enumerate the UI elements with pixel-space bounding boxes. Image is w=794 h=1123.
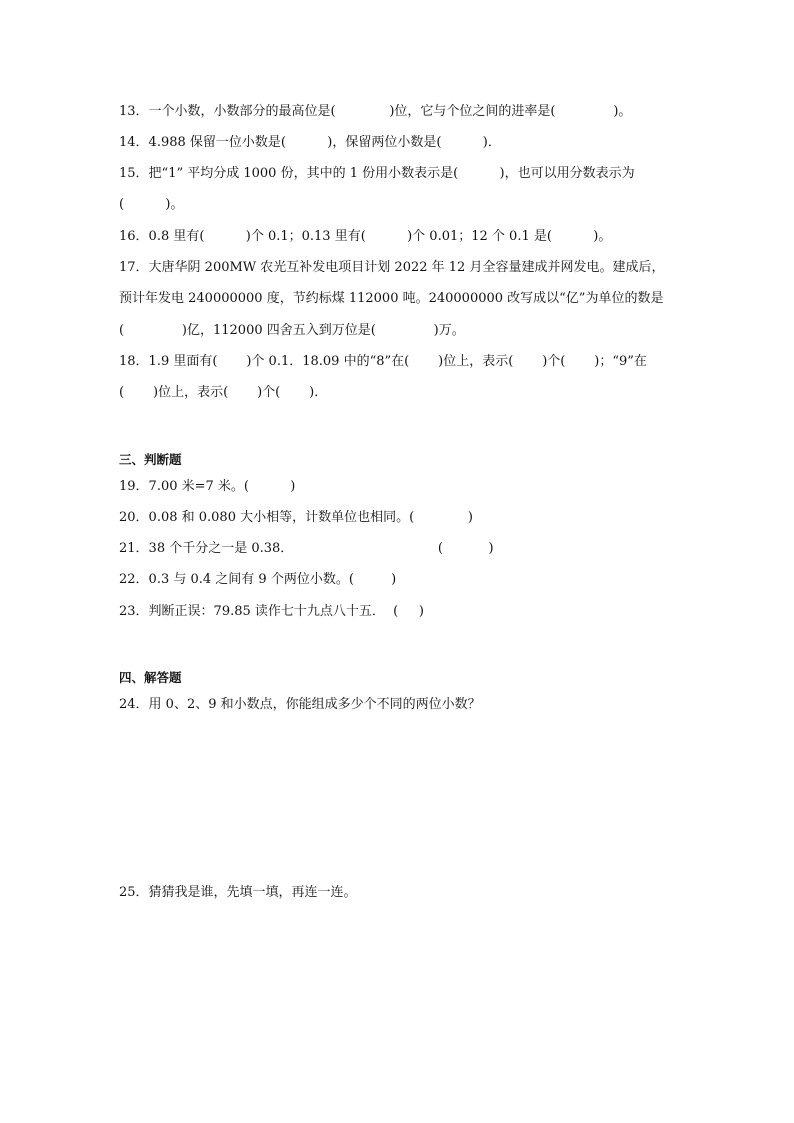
question-17-line-1: 17．大唐华阴 200MW 农光互补发电项目计划 2022 年 12 月全容量建成并网发电。建成后， (119, 260, 665, 275)
question-18-line-2: ( )位上，表示( )个( )． (119, 385, 328, 400)
question-18-line-1: 18．1.9 里面有( )个 0.1．18.09 中的“8”在( )位上，表示( )个( )；“9”在 (119, 354, 647, 369)
question-14: 14．4.988 保留一位小数是( )，保留两位小数是( )． (119, 135, 501, 150)
question-21: 21．38 个千分之一是 0.38． ( ) (119, 541, 494, 556)
question-15-line-1: 15．把“1” 平均分成 1000 份，其中的 1 份用小数表示是( )，也可以用分数表示为 (119, 166, 635, 181)
section-heading-judgment: 三、判断题 (119, 452, 182, 467)
question-17-line-3: ( )亿，112000 四舍五入到万位是( )万。 (119, 323, 465, 338)
question-25: 25．猜猜我是谁，先填一填，再连一连。 (119, 885, 357, 900)
question-24: 24．用 0、2、9 和小数点，你能组成多少个不同的两位小数？ (119, 697, 481, 712)
question-13: 13．一个小数，小数部分的最高位是( )位，它与个位之间的进率是( )。 (119, 104, 632, 119)
question-22: 22．0.3 与 0.4 之间有 9 个两位小数。( ) (119, 572, 397, 587)
question-17-line-2: 预计年发电 240000000 度，节约标煤 112000 吨。240000000 改写成以“亿”为单位的数是 (119, 291, 664, 306)
question-16: 16．0.8 里有( )个 0.1；0.13 里有( )个 0.01；12 个 0.1 是( )。 (119, 229, 612, 244)
question-19: 19．7.00 米=7 米。( ) (119, 479, 296, 494)
question-20: 20．0.08 和 0.080 大小相等，计数单位也相同。( ) (119, 510, 473, 525)
section-heading-answer: 四、解答题 (119, 670, 182, 685)
question-23: 23．判断正误：79.85 读作七十九点八十五． ( ) (119, 604, 424, 619)
question-15-line-2: ( )。 (119, 197, 184, 212)
